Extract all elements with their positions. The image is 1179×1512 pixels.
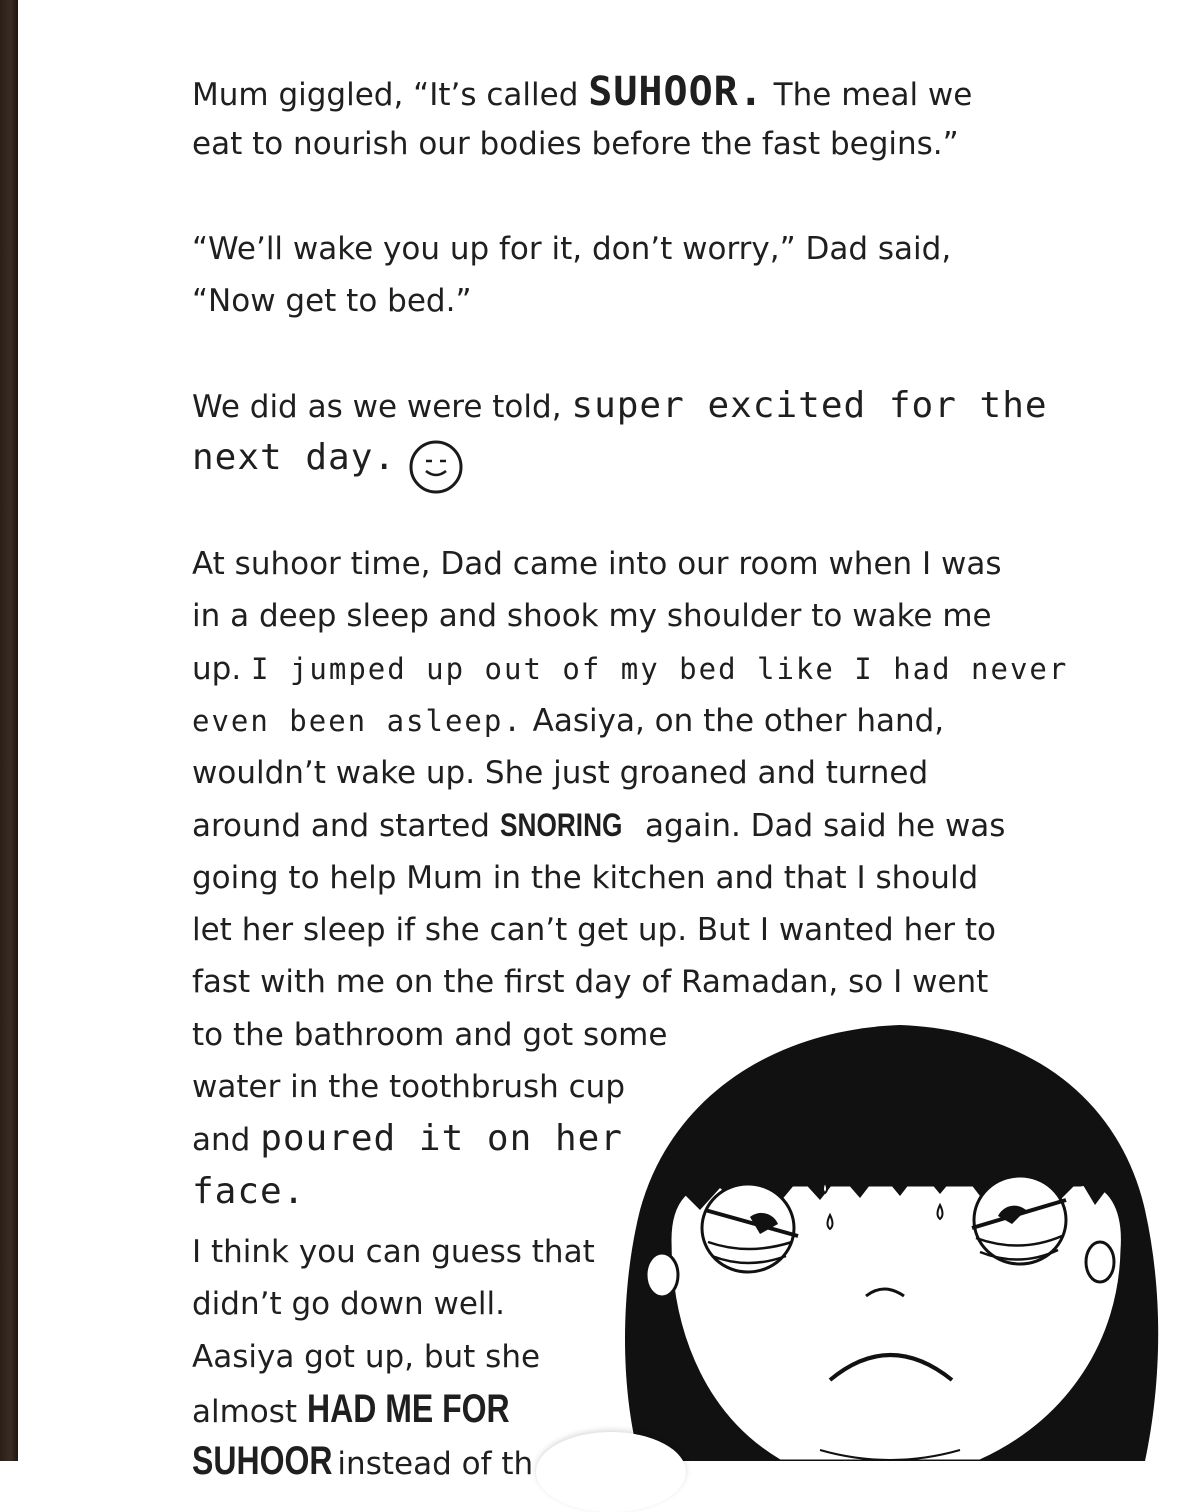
text-run: again. Dad said he was [635,808,1006,845]
text-line: “Now get to bed.” [192,283,472,320]
text-line [192,380,1048,432]
text-line: water in the toothbrush cup [192,1068,626,1105]
sweat-drop-icon [823,1182,827,1193]
illustration-grumpy-girl [600,1010,1179,1461]
right-ear [1086,1242,1114,1282]
text-run: around and started [192,808,500,845]
sweat-drop-icon [828,1215,833,1229]
text-line [192,432,1048,484]
text-run: instead of th [327,1446,534,1483]
text-run: and [192,1122,261,1159]
paragraph-did-as-told [192,380,1048,485]
overlay-bubble [536,1432,686,1512]
paragraph-guess [192,1226,595,1487]
text-line: in a deep sleep and shook my shoulder to wake me [192,598,992,635]
bold-word-snoring: SNORING [499,807,623,844]
bold-word-suhoor: SUHOOR [192,1439,333,1484]
handwritten-phrase: next day. [192,437,397,479]
text-line: I think you can guess that [192,1234,595,1270]
handwritten-phrase: even been asleep. [192,703,523,738]
text-line [192,799,1068,851]
text-line [192,66,972,118]
handwritten-phrase: super excited for the [571,385,1048,426]
text-line [192,1383,595,1435]
right-eye [972,1176,1066,1264]
text-line: At suhoor time, Dad came into our room when I was [192,546,1002,582]
text-line [192,643,1068,695]
text-run: We did as we were told, [192,389,572,425]
text-line: wouldn’t wake up. She just groaned and turned [192,755,929,792]
text-run: almost [192,1393,307,1430]
text-run: The meal we [763,77,973,113]
text-line: didn’t go down well. [192,1286,505,1323]
left-ear [646,1253,678,1297]
text-line [192,695,1068,747]
text-line: “We’ll wake you up for it, don’t worry,” Dad said, [192,231,952,267]
handwritten-phrase: I jumped up out of my bed like I had never [251,651,1069,686]
window-frame-edge [0,0,18,1461]
text-run: Mum giggled, “It’s called [192,77,589,113]
paragraph-suhoor-intro [192,66,972,171]
text-line: let her sleep if she can’t get up. But I wanted her to [192,912,997,949]
sweat-drop-icon [938,1205,943,1219]
handwritten-word-suhoor: SUHOOR. [588,69,764,115]
handwritten-phrase: poured it on her [260,1118,623,1160]
handwritten-phrase: face. [192,1170,306,1212]
paragraph-dad-said [192,223,951,328]
text-line: eat to nourish our bodies before the fast begins.” [192,126,959,163]
text-run: Aasiya, on the other hand, [522,702,945,739]
text-line: to the bathroom and got some [192,1016,668,1053]
text-run: up. [192,650,252,687]
bold-phrase: HAD ME FOR [306,1386,510,1431]
text-line: going to help Mum in the kitchen and that I should [192,859,979,896]
text-line: Aasiya got up, but she [192,1338,541,1375]
text-line [192,1435,595,1487]
text-line: fast with me on the first day of Ramadan, so I went [192,964,989,1001]
smiley-face-icon [408,439,464,495]
